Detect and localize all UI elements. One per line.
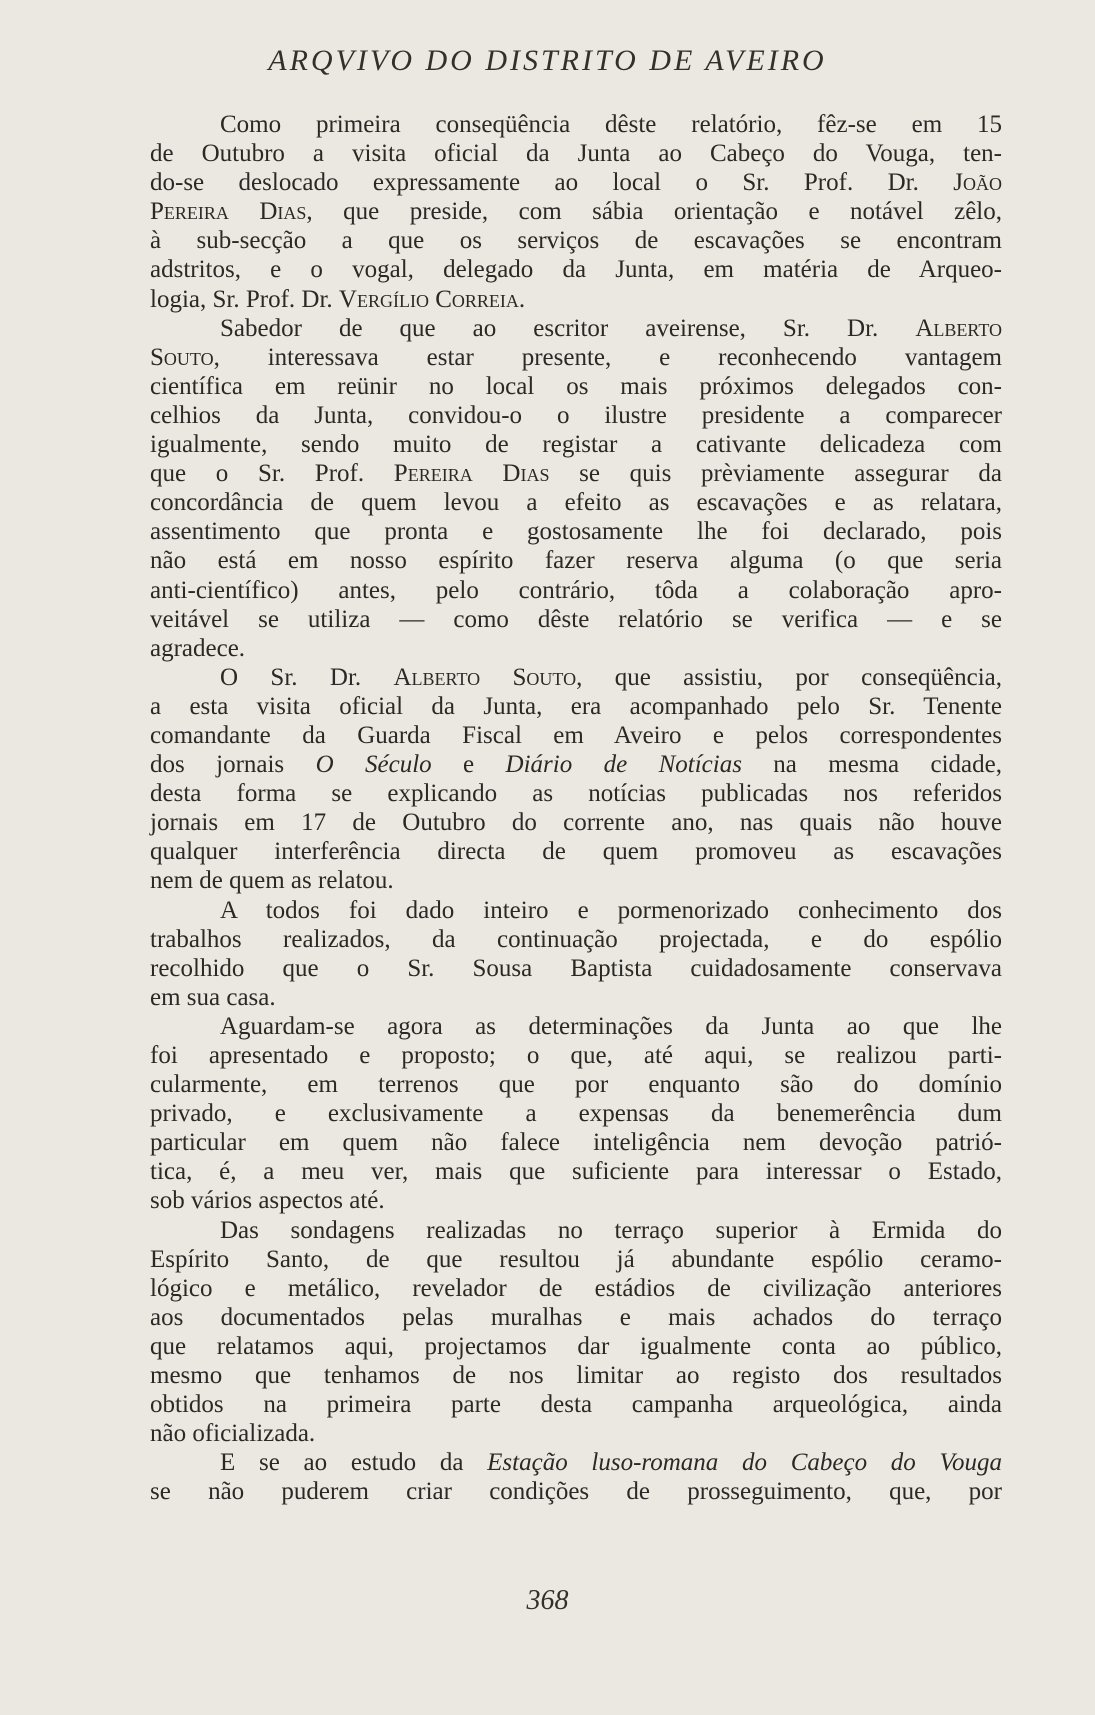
text-line [150, 314, 1002, 343]
proper-name: Pereira Dias [150, 198, 307, 226]
text-segment: sob vários aspectos até. [150, 1187, 385, 1215]
text-segment: lógico e metálico, revelador de estádios de civilização anteriores [150, 1274, 1002, 1302]
proper-name: Vergílio Correia [338, 285, 519, 313]
text-line [150, 1216, 1002, 1245]
text-line [150, 139, 1002, 168]
text-line [150, 954, 1002, 983]
text-line [150, 605, 1002, 634]
text-line [150, 692, 1002, 721]
text-segment: concordância de quem levou a efeito as escavações e as relatara, [150, 489, 1002, 517]
text-line [150, 808, 1002, 837]
text-line [150, 343, 1002, 372]
text-segment: E se ao estudo da [220, 1449, 488, 1477]
text-line [150, 110, 1002, 139]
text-segment: em sua casa. [150, 983, 276, 1011]
text-line [150, 546, 1002, 575]
text-segment: aos documentados pelas muralhas e mais achados do terraço [150, 1303, 1002, 1331]
text-segment: anti-científico) antes, pelo contrário, tôda a colaboração apro- [150, 576, 1002, 604]
text-segment: celhios da Junta, convidou-o o ilustre presidente a comparecer [150, 401, 1002, 429]
text-line [150, 1012, 1002, 1041]
text-line [150, 634, 1002, 663]
text-segment: não oficializada. [150, 1420, 316, 1448]
text-segment: e [431, 751, 506, 779]
proper-name: Alberto Souto [393, 663, 577, 691]
text-line [150, 1448, 1002, 1477]
text-segment: veitável se utiliza — como dêste relatório se verifica — e se [150, 605, 1002, 633]
text-line [150, 1041, 1002, 1070]
text-line [150, 1303, 1002, 1332]
proper-name: Alberto [915, 314, 1002, 342]
text-segment: Sabedor de que ao escritor aveirense, Sr. Dr. [220, 314, 916, 342]
text-line [150, 1274, 1002, 1303]
text-segment: mesmo que tenhamos de nos limitar ao registo dos resultados [150, 1362, 1002, 1390]
text-segment: logia, Sr. Prof. Dr. [150, 285, 339, 313]
proper-name: Pereira Dias [393, 460, 550, 488]
text-segment: recolhido que o Sr. Sousa Baptista cuidadosamente conservava [150, 954, 1002, 982]
text-line [150, 1477, 1002, 1506]
text-segment: desta forma se explicando as notícias publicadas nos referidos [150, 780, 1002, 808]
text-line [150, 1099, 1002, 1128]
text-segment: Aguardam-se agora as determinações da Junta ao que lhe [220, 1012, 1002, 1040]
text-segment: que o Sr. Prof. [150, 460, 394, 488]
text-segment: à sub-secção a que os serviços de escavações se encontram [150, 227, 1002, 255]
text-segment: , que preside, com sábia orientação e notável zêlo, [306, 198, 1002, 226]
text-segment: comandante da Guarda Fiscal em Aveiro e pelos correspondentes [150, 721, 1002, 749]
running-title: ARQVIVO DO DISTRITO DE AVEIRO [268, 44, 827, 77]
text-segment: se quis prèviamente assegurar da [549, 460, 1002, 488]
text-line [150, 430, 1002, 459]
text-line [150, 866, 1002, 895]
page-number: 368 [526, 1585, 569, 1616]
text-segment: na mesma cidade, [741, 751, 1002, 779]
text-line [150, 1361, 1002, 1390]
text-line [150, 517, 1002, 546]
text-segment: assentimento que pronta e gostosamente lhe foi declarado, pois [150, 518, 1002, 546]
text-line [150, 925, 1002, 954]
body-text [150, 110, 1002, 1507]
text-segment: científica em reünir no local os mais próximos delegados con- [150, 372, 1002, 400]
text-segment: cularmente, em terrenos que por enquanto são do domínio [150, 1071, 1002, 1099]
text-segment: Das sondagens realizadas no terraço superior à Ermida do [220, 1216, 1002, 1244]
text-line [150, 750, 1002, 779]
text-line [150, 255, 1002, 284]
text-line [150, 1070, 1002, 1099]
text-segment: a esta visita oficial da Junta, era acompanhado pelo Sr. Tenente [150, 692, 1002, 720]
text-segment: . [518, 285, 526, 313]
text-segment: A todos foi dado inteiro e pormenorizado conhecimento dos [220, 896, 1002, 924]
text-segment: Espírito Santo, de que resultou já abundante espólio ceramo- [150, 1245, 1002, 1273]
proper-name: João [953, 169, 1002, 197]
text-segment: nem de quem as relatou. [150, 867, 394, 895]
text-line [150, 837, 1002, 866]
text-line [150, 896, 1002, 925]
text-segment: que relatamos aqui, projectamos dar igualmente conta ao público, [150, 1332, 1002, 1360]
text-line [150, 226, 1002, 255]
text-line [150, 576, 1002, 605]
text-line [150, 721, 1002, 750]
text-segment: do-se deslocado expressamente ao local o Sr. Prof. Dr. [150, 169, 954, 197]
text-segment: tica, é, a meu ver, mais que suficiente para interessar o Estado, [150, 1158, 1002, 1186]
italic-title: Estação luso-romana do Cabeço do Vouga [487, 1449, 1003, 1477]
text-segment: O Sr. Dr. [220, 663, 394, 691]
italic-title: O Século [315, 751, 432, 779]
text-line [150, 197, 1002, 226]
text-line [150, 663, 1002, 692]
text-line [150, 1390, 1002, 1419]
text-segment: não está em nosso espírito fazer reserva alguma (o que seria [150, 547, 1002, 575]
text-line [150, 1419, 1002, 1448]
text-segment: adstritos, e o vogal, delegado da Junta, em matéria de Arqueo- [150, 256, 1002, 284]
text-line [150, 1128, 1002, 1157]
text-line [150, 285, 1002, 314]
italic-title: Diário de Notícias [505, 751, 742, 779]
text-segment: qualquer interferência directa de quem promoveu as escavações [150, 838, 1002, 866]
text-segment: jornais em 17 de Outubro do corrente ano, nas quais não houve [150, 809, 1002, 837]
text-line [150, 401, 1002, 430]
text-segment: obtidos na primeira parte desta campanha arqueológica, ainda [150, 1391, 1002, 1419]
text-line [150, 168, 1002, 197]
text-segment: de Outubro a visita oficial da Junta ao Cabeço do Vouga, ten- [150, 140, 1002, 168]
text-segment: se não puderem criar condições de prosseguimento, que, por [150, 1478, 1002, 1506]
text-line [150, 372, 1002, 401]
text-segment: trabalhos realizados, da continuação projectada, e do espólio [150, 925, 1002, 953]
text-segment: foi apresentado e proposto; o que, até aqui, se realizou parti- [150, 1042, 1002, 1069]
proper-name: Souto [150, 343, 214, 371]
text-segment: dos jornais [150, 751, 316, 779]
text-segment: privado, e exclusivamente a expensas da benemerência dum [150, 1100, 1002, 1128]
text-line [150, 1245, 1002, 1274]
text-segment: igualmente, sendo muito de registar a cativante delicadeza com [150, 431, 1002, 459]
text-segment: agradece. [150, 634, 246, 662]
text-segment: , que assistiu, por conseqüência, [576, 663, 1003, 691]
text-line [150, 459, 1002, 488]
text-line [150, 983, 1002, 1012]
text-line [150, 779, 1002, 808]
text-line [150, 1157, 1002, 1186]
text-line [150, 1186, 1002, 1215]
text-segment: Como primeira conseqüência dêste relatório, fêz-se em 15 [220, 111, 1002, 138]
text-segment: , interessava estar presente, e reconhecendo vantagem [213, 343, 1002, 371]
text-segment: particular em quem não falece inteligência nem devoção patrió- [150, 1129, 1002, 1157]
text-line [150, 488, 1002, 517]
text-line [150, 1332, 1002, 1361]
